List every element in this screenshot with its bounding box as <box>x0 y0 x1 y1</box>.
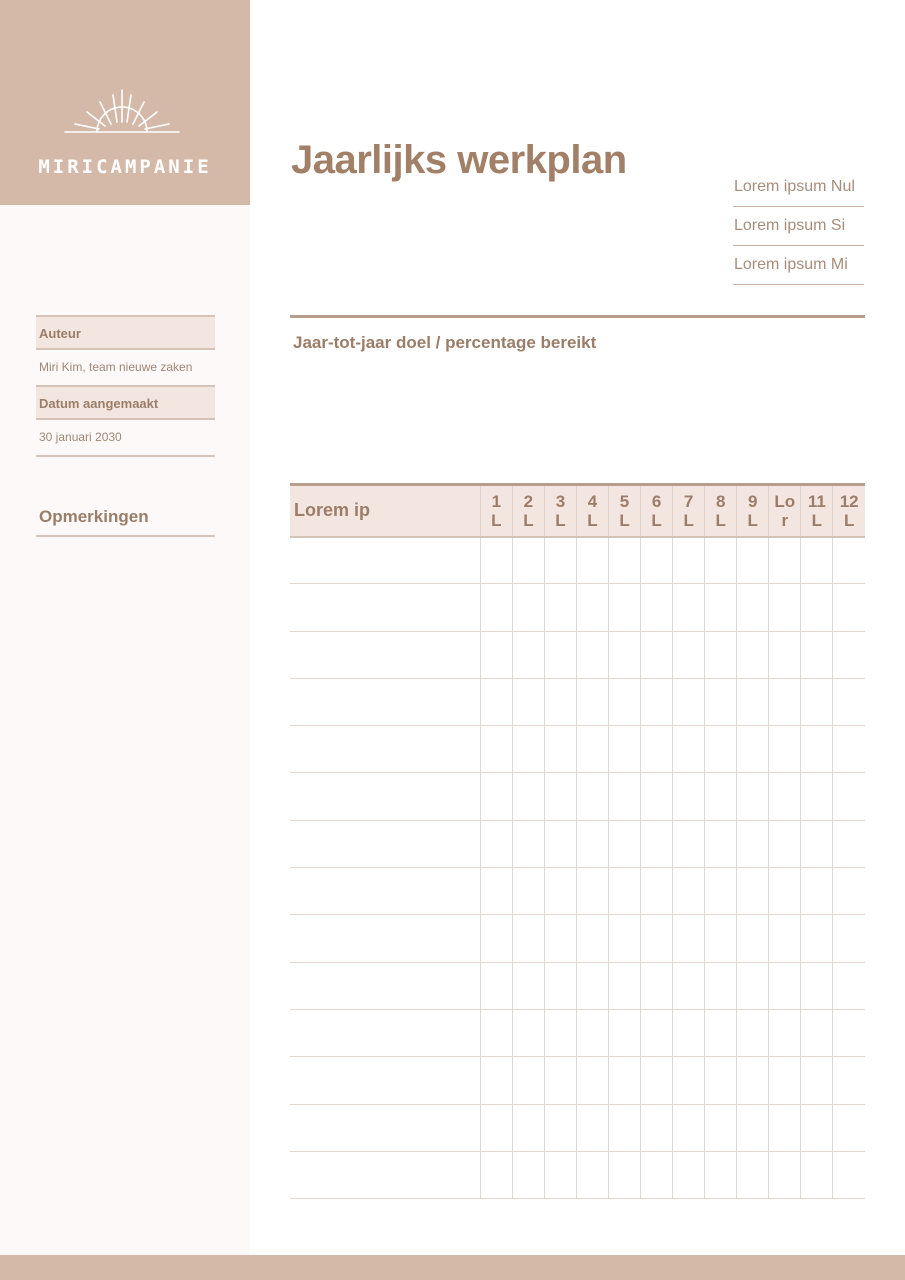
month-cell[interactable] <box>544 962 576 1009</box>
month-cell[interactable] <box>641 726 673 773</box>
month-cell[interactable] <box>576 726 608 773</box>
month-cell[interactable] <box>576 868 608 915</box>
brand-logo-text: MIRICAMPANIE <box>38 156 212 178</box>
month-cell[interactable] <box>609 584 641 631</box>
summary-item: Lorem ipsum Nul <box>733 168 864 207</box>
month-cell[interactable] <box>737 868 769 915</box>
month-cell[interactable] <box>512 1151 544 1198</box>
month-cell[interactable] <box>801 537 833 584</box>
month-cell[interactable] <box>544 1104 576 1151</box>
month-cell[interactable] <box>705 915 737 962</box>
month-cell[interactable] <box>769 915 801 962</box>
month-cell[interactable] <box>512 868 544 915</box>
month-cell[interactable] <box>641 584 673 631</box>
month-cell[interactable] <box>544 678 576 725</box>
month-cell[interactable] <box>609 773 641 820</box>
month-cell[interactable] <box>480 868 512 915</box>
month-cell[interactable] <box>576 584 608 631</box>
page-title: Jaarlijks werkplan <box>291 138 627 182</box>
month-cell[interactable] <box>801 1009 833 1056</box>
month-cell[interactable] <box>641 868 673 915</box>
table-row <box>290 1057 865 1104</box>
month-cell[interactable] <box>833 584 865 631</box>
month-cell[interactable] <box>544 1009 576 1056</box>
month-cell[interactable] <box>833 726 865 773</box>
month-header-number: 6 <box>651 491 662 511</box>
month-cell[interactable] <box>544 1057 576 1104</box>
month-cell[interactable] <box>512 773 544 820</box>
row-label-cell[interactable] <box>290 631 480 678</box>
month-cell[interactable] <box>705 631 737 678</box>
month-header <box>512 485 544 537</box>
month-cell[interactable] <box>544 537 576 584</box>
row-label-cell[interactable] <box>290 1009 480 1056</box>
footer-bar <box>0 1255 905 1280</box>
month-cell[interactable] <box>544 584 576 631</box>
month-cell[interactable] <box>576 678 608 725</box>
month-cell[interactable] <box>801 962 833 1009</box>
month-header-suffix: L <box>651 510 662 530</box>
created-date-value: 30 januari 2030 <box>36 420 215 457</box>
month-cell[interactable] <box>769 1104 801 1151</box>
month-cell[interactable] <box>801 773 833 820</box>
month-header-number: 2 <box>523 491 534 511</box>
month-header-suffix: L <box>555 510 566 530</box>
author-value: Miri Kim, team nieuwe zaken <box>39 360 193 374</box>
month-cell[interactable] <box>833 1151 865 1198</box>
month-cell[interactable] <box>673 726 705 773</box>
month-cell[interactable] <box>769 584 801 631</box>
month-header-number: 3 <box>555 491 566 511</box>
month-cell[interactable] <box>609 962 641 1009</box>
sunrise-icon <box>63 88 181 140</box>
month-cell[interactable] <box>801 915 833 962</box>
month-cell[interactable] <box>576 820 608 867</box>
month-header-number: 12 <box>839 491 859 511</box>
month-header-suffix: L <box>683 510 694 530</box>
month-cell[interactable] <box>480 726 512 773</box>
month-cell[interactable] <box>833 678 865 725</box>
month-cell[interactable] <box>480 1151 512 1198</box>
table-row <box>290 678 865 725</box>
row-label-cell[interactable] <box>290 537 480 584</box>
month-cell[interactable] <box>641 631 673 678</box>
month-cell[interactable] <box>673 962 705 1009</box>
row-label-cell[interactable] <box>290 773 480 820</box>
goal-divider <box>290 315 865 318</box>
month-cell[interactable] <box>769 631 801 678</box>
month-header-number: 5 <box>619 491 630 511</box>
month-cell[interactable] <box>641 1151 673 1198</box>
month-cell[interactable] <box>544 631 576 678</box>
row-label-cell[interactable] <box>290 1057 480 1104</box>
notes-title: Opmerkingen <box>39 507 149 526</box>
month-cell[interactable] <box>673 584 705 631</box>
month-cell[interactable] <box>480 678 512 725</box>
month-cell[interactable] <box>609 820 641 867</box>
month-cell[interactable] <box>576 1104 608 1151</box>
month-cell[interactable] <box>737 584 769 631</box>
month-cell[interactable] <box>512 726 544 773</box>
month-cell[interactable] <box>544 915 576 962</box>
month-cell[interactable] <box>576 962 608 1009</box>
month-header-suffix: L <box>619 510 630 530</box>
month-cell[interactable] <box>480 537 512 584</box>
table-row <box>290 820 865 867</box>
month-cell[interactable] <box>641 1009 673 1056</box>
month-cell[interactable] <box>673 678 705 725</box>
month-cell[interactable] <box>480 773 512 820</box>
month-cell[interactable] <box>737 537 769 584</box>
month-cell[interactable] <box>544 868 576 915</box>
table-row <box>290 1009 865 1056</box>
month-header-number: 8 <box>715 491 726 511</box>
table-row <box>290 915 865 962</box>
month-cell[interactable] <box>801 631 833 678</box>
month-cell[interactable] <box>641 1057 673 1104</box>
summary-item: Lorem ipsum Mi <box>733 246 864 285</box>
month-header-suffix: L <box>843 510 855 530</box>
month-header-suffix: L <box>587 510 598 530</box>
row-label-cell[interactable] <box>290 584 480 631</box>
month-cell[interactable] <box>673 1057 705 1104</box>
month-header <box>641 485 673 537</box>
month-cell[interactable] <box>576 631 608 678</box>
month-cell[interactable] <box>801 1151 833 1198</box>
month-cell[interactable] <box>673 1104 705 1151</box>
month-cell[interactable] <box>609 915 641 962</box>
month-cell[interactable] <box>769 537 801 584</box>
plan-table <box>290 483 865 1199</box>
document-info <box>36 315 215 457</box>
month-cell[interactable] <box>544 726 576 773</box>
month-cell[interactable] <box>576 1009 608 1056</box>
month-cell[interactable] <box>544 773 576 820</box>
notes-divider <box>36 535 215 537</box>
summary-item: Lorem ipsum Si <box>733 207 864 246</box>
month-cell[interactable] <box>705 1009 737 1056</box>
month-cell[interactable] <box>737 1151 769 1198</box>
month-cell[interactable] <box>673 868 705 915</box>
month-cell[interactable] <box>609 726 641 773</box>
month-cell[interactable] <box>512 678 544 725</box>
row-label-cell[interactable] <box>290 820 480 867</box>
table-header-row <box>290 485 865 537</box>
month-header <box>544 485 576 537</box>
table-body <box>290 537 865 1199</box>
month-header <box>609 485 641 537</box>
month-header <box>673 485 705 537</box>
month-cell[interactable] <box>833 868 865 915</box>
month-header <box>705 485 737 537</box>
month-cell[interactable] <box>480 962 512 1009</box>
row-label-cell[interactable] <box>290 915 480 962</box>
month-cell[interactable] <box>737 726 769 773</box>
month-cell[interactable] <box>641 962 673 1009</box>
month-header <box>737 485 769 537</box>
month-header-suffix: L <box>747 510 758 530</box>
month-header-suffix: L <box>715 510 726 530</box>
table-row <box>290 726 865 773</box>
month-header <box>480 485 512 537</box>
month-cell[interactable] <box>480 1104 512 1151</box>
goal-title: Jaar-tot-jaar doel / percentage bereikt <box>293 333 597 352</box>
month-cell[interactable] <box>609 1151 641 1198</box>
month-cell[interactable] <box>512 584 544 631</box>
month-cell[interactable] <box>576 1057 608 1104</box>
month-cell[interactable] <box>705 868 737 915</box>
month-cell[interactable] <box>641 820 673 867</box>
month-header-number: 1 <box>491 491 502 511</box>
month-cell[interactable] <box>769 1151 801 1198</box>
month-cell[interactable] <box>512 820 544 867</box>
month-cell[interactable] <box>705 1151 737 1198</box>
month-cell[interactable] <box>480 1009 512 1056</box>
month-cell[interactable] <box>512 537 544 584</box>
month-cell[interactable] <box>705 1104 737 1151</box>
month-cell[interactable] <box>705 726 737 773</box>
month-cell[interactable] <box>705 773 737 820</box>
month-cell[interactable] <box>673 631 705 678</box>
month-cell[interactable] <box>833 537 865 584</box>
month-cell[interactable] <box>512 1057 544 1104</box>
month-cell[interactable] <box>673 915 705 962</box>
table-header-label: Lorem ip <box>290 485 480 537</box>
month-cell[interactable] <box>673 820 705 867</box>
month-header <box>769 485 801 537</box>
logo-panel <box>0 0 250 205</box>
month-header-suffix: L <box>811 510 823 530</box>
month-header-number: 11 <box>807 491 826 511</box>
row-label-cell[interactable] <box>290 868 480 915</box>
month-cell[interactable] <box>769 1057 801 1104</box>
month-cell[interactable] <box>801 868 833 915</box>
month-cell[interactable] <box>801 1057 833 1104</box>
table-row <box>290 962 865 1009</box>
month-cell[interactable] <box>737 962 769 1009</box>
month-cell[interactable] <box>544 1151 576 1198</box>
month-cell[interactable] <box>576 1151 608 1198</box>
month-cell[interactable] <box>833 1057 865 1104</box>
row-label-cell[interactable] <box>290 1104 480 1151</box>
table-row <box>290 631 865 678</box>
month-cell[interactable] <box>609 1057 641 1104</box>
month-cell[interactable] <box>480 915 512 962</box>
month-cell[interactable] <box>705 962 737 1009</box>
month-cell[interactable] <box>833 915 865 962</box>
table-row <box>290 1151 865 1198</box>
table-row <box>290 584 865 631</box>
month-cell[interactable] <box>512 1104 544 1151</box>
month-header-suffix: r <box>781 510 789 530</box>
summary-list <box>733 168 864 285</box>
month-cell[interactable] <box>641 1104 673 1151</box>
month-cell[interactable] <box>609 537 641 584</box>
month-cell[interactable] <box>769 820 801 867</box>
month-cell[interactable] <box>641 915 673 962</box>
month-cell[interactable] <box>833 820 865 867</box>
month-cell[interactable] <box>737 1057 769 1104</box>
month-header-suffix: L <box>523 510 534 530</box>
month-cell[interactable] <box>480 820 512 867</box>
month-cell[interactable] <box>641 678 673 725</box>
month-header-number: 4 <box>587 491 598 511</box>
month-cell[interactable] <box>769 1009 801 1056</box>
month-cell[interactable] <box>512 962 544 1009</box>
month-cell[interactable] <box>769 726 801 773</box>
table-row <box>290 773 865 820</box>
month-cell[interactable] <box>833 1009 865 1056</box>
month-header-suffix: L <box>491 510 502 530</box>
month-header-number: 9 <box>747 491 758 511</box>
table-row <box>290 1104 865 1151</box>
month-cell[interactable] <box>576 915 608 962</box>
month-cell[interactable] <box>769 868 801 915</box>
table-row <box>290 868 865 915</box>
month-cell[interactable] <box>673 773 705 820</box>
month-cell[interactable] <box>737 631 769 678</box>
month-cell[interactable] <box>673 1009 705 1056</box>
row-label-cell[interactable] <box>290 678 480 725</box>
month-cell[interactable] <box>833 1104 865 1151</box>
month-cell[interactable] <box>801 678 833 725</box>
month-cell[interactable] <box>833 631 865 678</box>
month-cell[interactable] <box>769 773 801 820</box>
month-cell[interactable] <box>673 1151 705 1198</box>
month-cell[interactable] <box>544 820 576 867</box>
month-cell[interactable] <box>737 773 769 820</box>
month-header <box>576 485 608 537</box>
month-cell[interactable] <box>801 726 833 773</box>
month-cell[interactable] <box>512 1009 544 1056</box>
month-cell[interactable] <box>609 1009 641 1056</box>
month-cell[interactable] <box>705 820 737 867</box>
created-date-label: Datum aangemaakt <box>36 385 215 420</box>
month-header <box>833 485 865 537</box>
month-cell[interactable] <box>512 631 544 678</box>
month-cell[interactable] <box>576 537 608 584</box>
month-cell[interactable] <box>801 584 833 631</box>
month-cell[interactable] <box>609 868 641 915</box>
month-cell[interactable] <box>480 584 512 631</box>
month-cell[interactable] <box>705 537 737 584</box>
month-cell[interactable] <box>737 820 769 867</box>
month-cell[interactable] <box>641 537 673 584</box>
month-cell[interactable] <box>609 678 641 725</box>
month-cell[interactable] <box>801 820 833 867</box>
month-cell[interactable] <box>705 678 737 725</box>
month-cell[interactable] <box>576 773 608 820</box>
row-label-cell[interactable] <box>290 962 480 1009</box>
month-cell[interactable] <box>705 584 737 631</box>
author-label: Auteur <box>36 315 215 350</box>
table-row <box>290 537 865 584</box>
month-cell[interactable] <box>769 962 801 1009</box>
month-cell[interactable] <box>480 631 512 678</box>
month-cell[interactable] <box>737 1104 769 1151</box>
month-cell[interactable] <box>833 962 865 1009</box>
month-cell[interactable] <box>480 1057 512 1104</box>
month-cell[interactable] <box>512 915 544 962</box>
month-cell[interactable] <box>737 678 769 725</box>
month-cell[interactable] <box>737 915 769 962</box>
row-label-cell[interactable] <box>290 726 480 773</box>
month-cell[interactable] <box>769 678 801 725</box>
month-cell[interactable] <box>673 537 705 584</box>
month-cell[interactable] <box>833 773 865 820</box>
month-cell[interactable] <box>641 773 673 820</box>
month-cell[interactable] <box>609 631 641 678</box>
month-cell[interactable] <box>705 1057 737 1104</box>
month-header-number: Lo <box>774 491 796 511</box>
month-cell[interactable] <box>801 1104 833 1151</box>
month-cell[interactable] <box>737 1009 769 1056</box>
month-cell[interactable] <box>609 1104 641 1151</box>
month-header <box>801 485 833 537</box>
month-header-number: 7 <box>683 491 694 511</box>
row-label-cell[interactable] <box>290 1151 480 1198</box>
